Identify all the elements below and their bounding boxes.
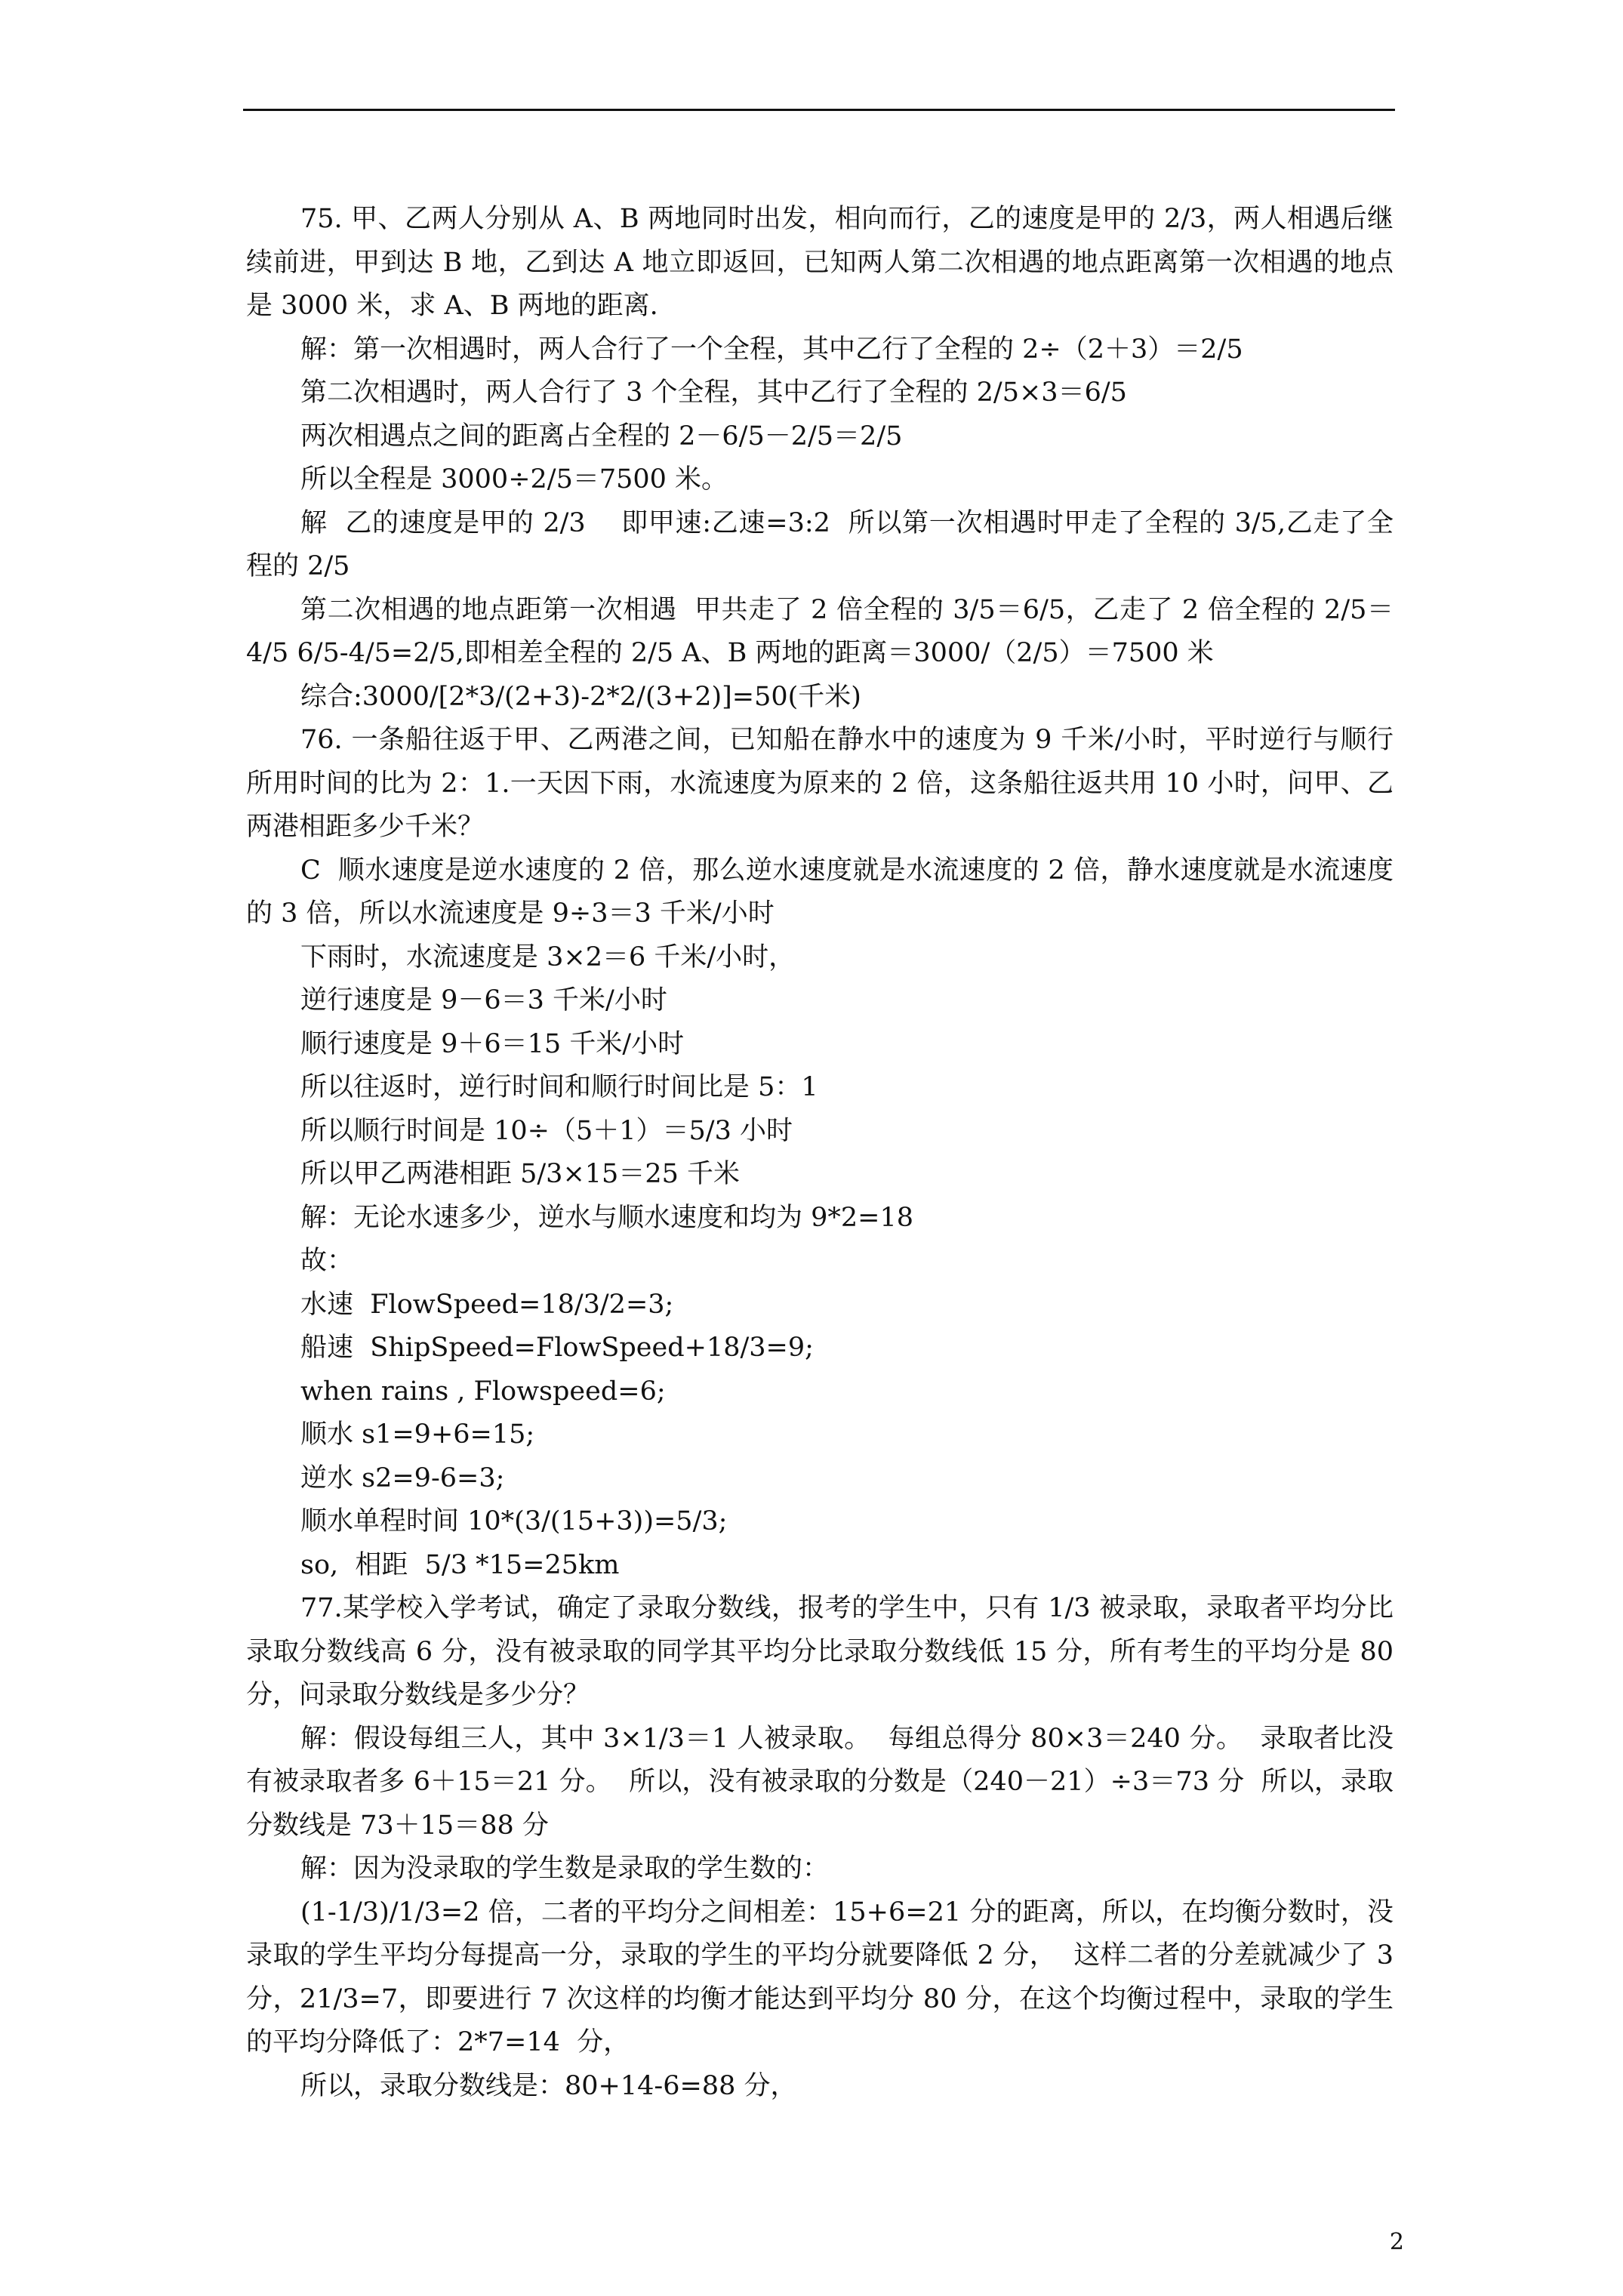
page-number: 2: [1389, 2229, 1404, 2255]
solution-paragraph: 解 乙的速度是甲的 2/3 即甲速:乙速=3:2 所以第一次相遇时甲走了全程的 3/5,乙走了全程的 2/5: [246, 507, 1394, 581]
problem-76-statement: 76. 一条船往返于甲、乙两港之间，已知船在静水中的速度为 9 千米/小时，平时逆行与顺行所用时间的比为 2：1.一天因下雨，水流速度为原来的 2 倍，这条船往返共用 10 小时，问甲、乙两港相距多少千米？: [246, 725, 1394, 842]
solution-line: 第二次相遇时，两人合行了 3 个全程，其中乙行了全程的 2/5×3＝6/5: [300, 378, 1127, 408]
solution-line: 逆水 s2=9-6=3;: [300, 1462, 505, 1493]
problem-75-statement: 75. 甲、乙两人分别从 A、B 两地同时出发，相向而行，乙的速度是甲的 2/3，两人相遇后继续前进，甲到达 B 地，乙到达 A 地立即返回，已知两人第二次相遇的地点距离第一次相遇的地点是 3000 米，求 A、B 两地的距离.: [246, 204, 1394, 321]
solution-line: 故：: [300, 1246, 354, 1276]
solution-line: 所以往返时，逆行时间和顺行时间比是 5：1: [300, 1072, 818, 1102]
solution-line: 所以顺行时间是 10÷（5＋1）＝5/3 小时: [300, 1115, 793, 1146]
solution-paragraph: 第二次相遇的地点距第一次相遇 甲共走了 2 倍全程的 3/5＝6/5，乙走了 2 倍全程的 2/5＝4/5 6/5-4/5=2/5,即相差全程的 2/5 A、B 两地的距离＝3000/（2/5）＝7500 米: [246, 594, 1394, 668]
solution-line: 顺水 s1=9+6=15;: [300, 1419, 535, 1450]
solution-line: 所以，录取分数线是：80+14-6=88 分，: [300, 2070, 797, 2101]
solution-line: 水速 FlowSpeed=18/3/2=3;: [300, 1289, 674, 1320]
solution-line: 解：第一次相遇时，两人合行了一个全程，其中乙行了全程的 2÷（2＋3）＝2/5: [300, 334, 1243, 365]
solution-line: 船速 ShipSpeed=FlowSpeed+18/3=9;: [300, 1333, 814, 1363]
solution-line: 所以全程是 3000÷2/5＝7500 米。: [300, 464, 728, 495]
solution-paragraph: (1-1/3)/1/3=2 倍，二者的平均分之间相差：15+6=21 分的距离，所以，在均衡分数时，没录取的学生平均分每提高一分，录取的学生的平均分就要降低 2 分， 这样二者的分差就减少了 3 分，21/3=7，即要进行 7 次这样的均衡才能达到平均分 80 分，在这个均衡过程中，录取的学生的平均分降低了：2*7=14 分，: [246, 1897, 1403, 2057]
solution-line: 所以甲乙两港相距 5/3×15＝25 千米: [300, 1159, 740, 1189]
problem-77-statement: 77.某学校入学考试，确定了录取分数线，报考的学生中，只有 1/3 被录取，录取者平均分比录取分数线高 6 分，没有被录取的同学其平均分比录取分数线低 15 分，所有考生的平均分是 80 分，问录取分数线是多少分？: [246, 1593, 1403, 1710]
solution-line: 顺行速度是 9＋6＝15 千米/小时: [300, 1028, 685, 1059]
solution-line: 解：因为没录取的学生数是录取的学生数的：: [300, 1854, 830, 1884]
solution-paragraph: 解：假设每组三人，其中 3×1/3＝1 人被录取。 每组总得分 80×3＝240 分。 录取者比没有被录取者多 6＋15＝21 分。 所以，没有被录取的分数是（240－21）÷3＝73 分 所以，录取分数线是 73＋15＝88 分: [246, 1723, 1394, 1841]
header-rule: [243, 109, 1395, 111]
solution-line: so, 相距 5/3 *15=25km: [300, 1549, 620, 1580]
solution-line: 下雨时，水流速度是 3×2＝6 千米/小时，: [300, 942, 796, 972]
solution-line: 逆行速度是 9－6＝3 千米/小时: [300, 985, 667, 1015]
solution-line: 顺水单程时间 10*(3/(15+3))=5/3;: [300, 1506, 728, 1536]
solution-line: 两次相遇点之间的距离占全程的 2－6/5－2/5＝2/5: [300, 421, 903, 451]
solution-line: when rains , Flowspeed=6;: [300, 1376, 666, 1407]
solution-line: 综合:3000/[2*3/(2+3)-2*2/(3+2)]=50(千米): [300, 681, 861, 712]
page-body: [246, 198, 1403, 2108]
solution-line: 解：无论水速多少，逆水与顺水速度和均为 9*2=18: [300, 1202, 914, 1233]
solution-paragraph: C 顺水速度是逆水速度的 2 倍，那么逆水速度就是水流速度的 2 倍，静水速度就是水流速度的 3 倍，所以水流速度是 9÷3＝3 千米/小时: [246, 855, 1394, 929]
